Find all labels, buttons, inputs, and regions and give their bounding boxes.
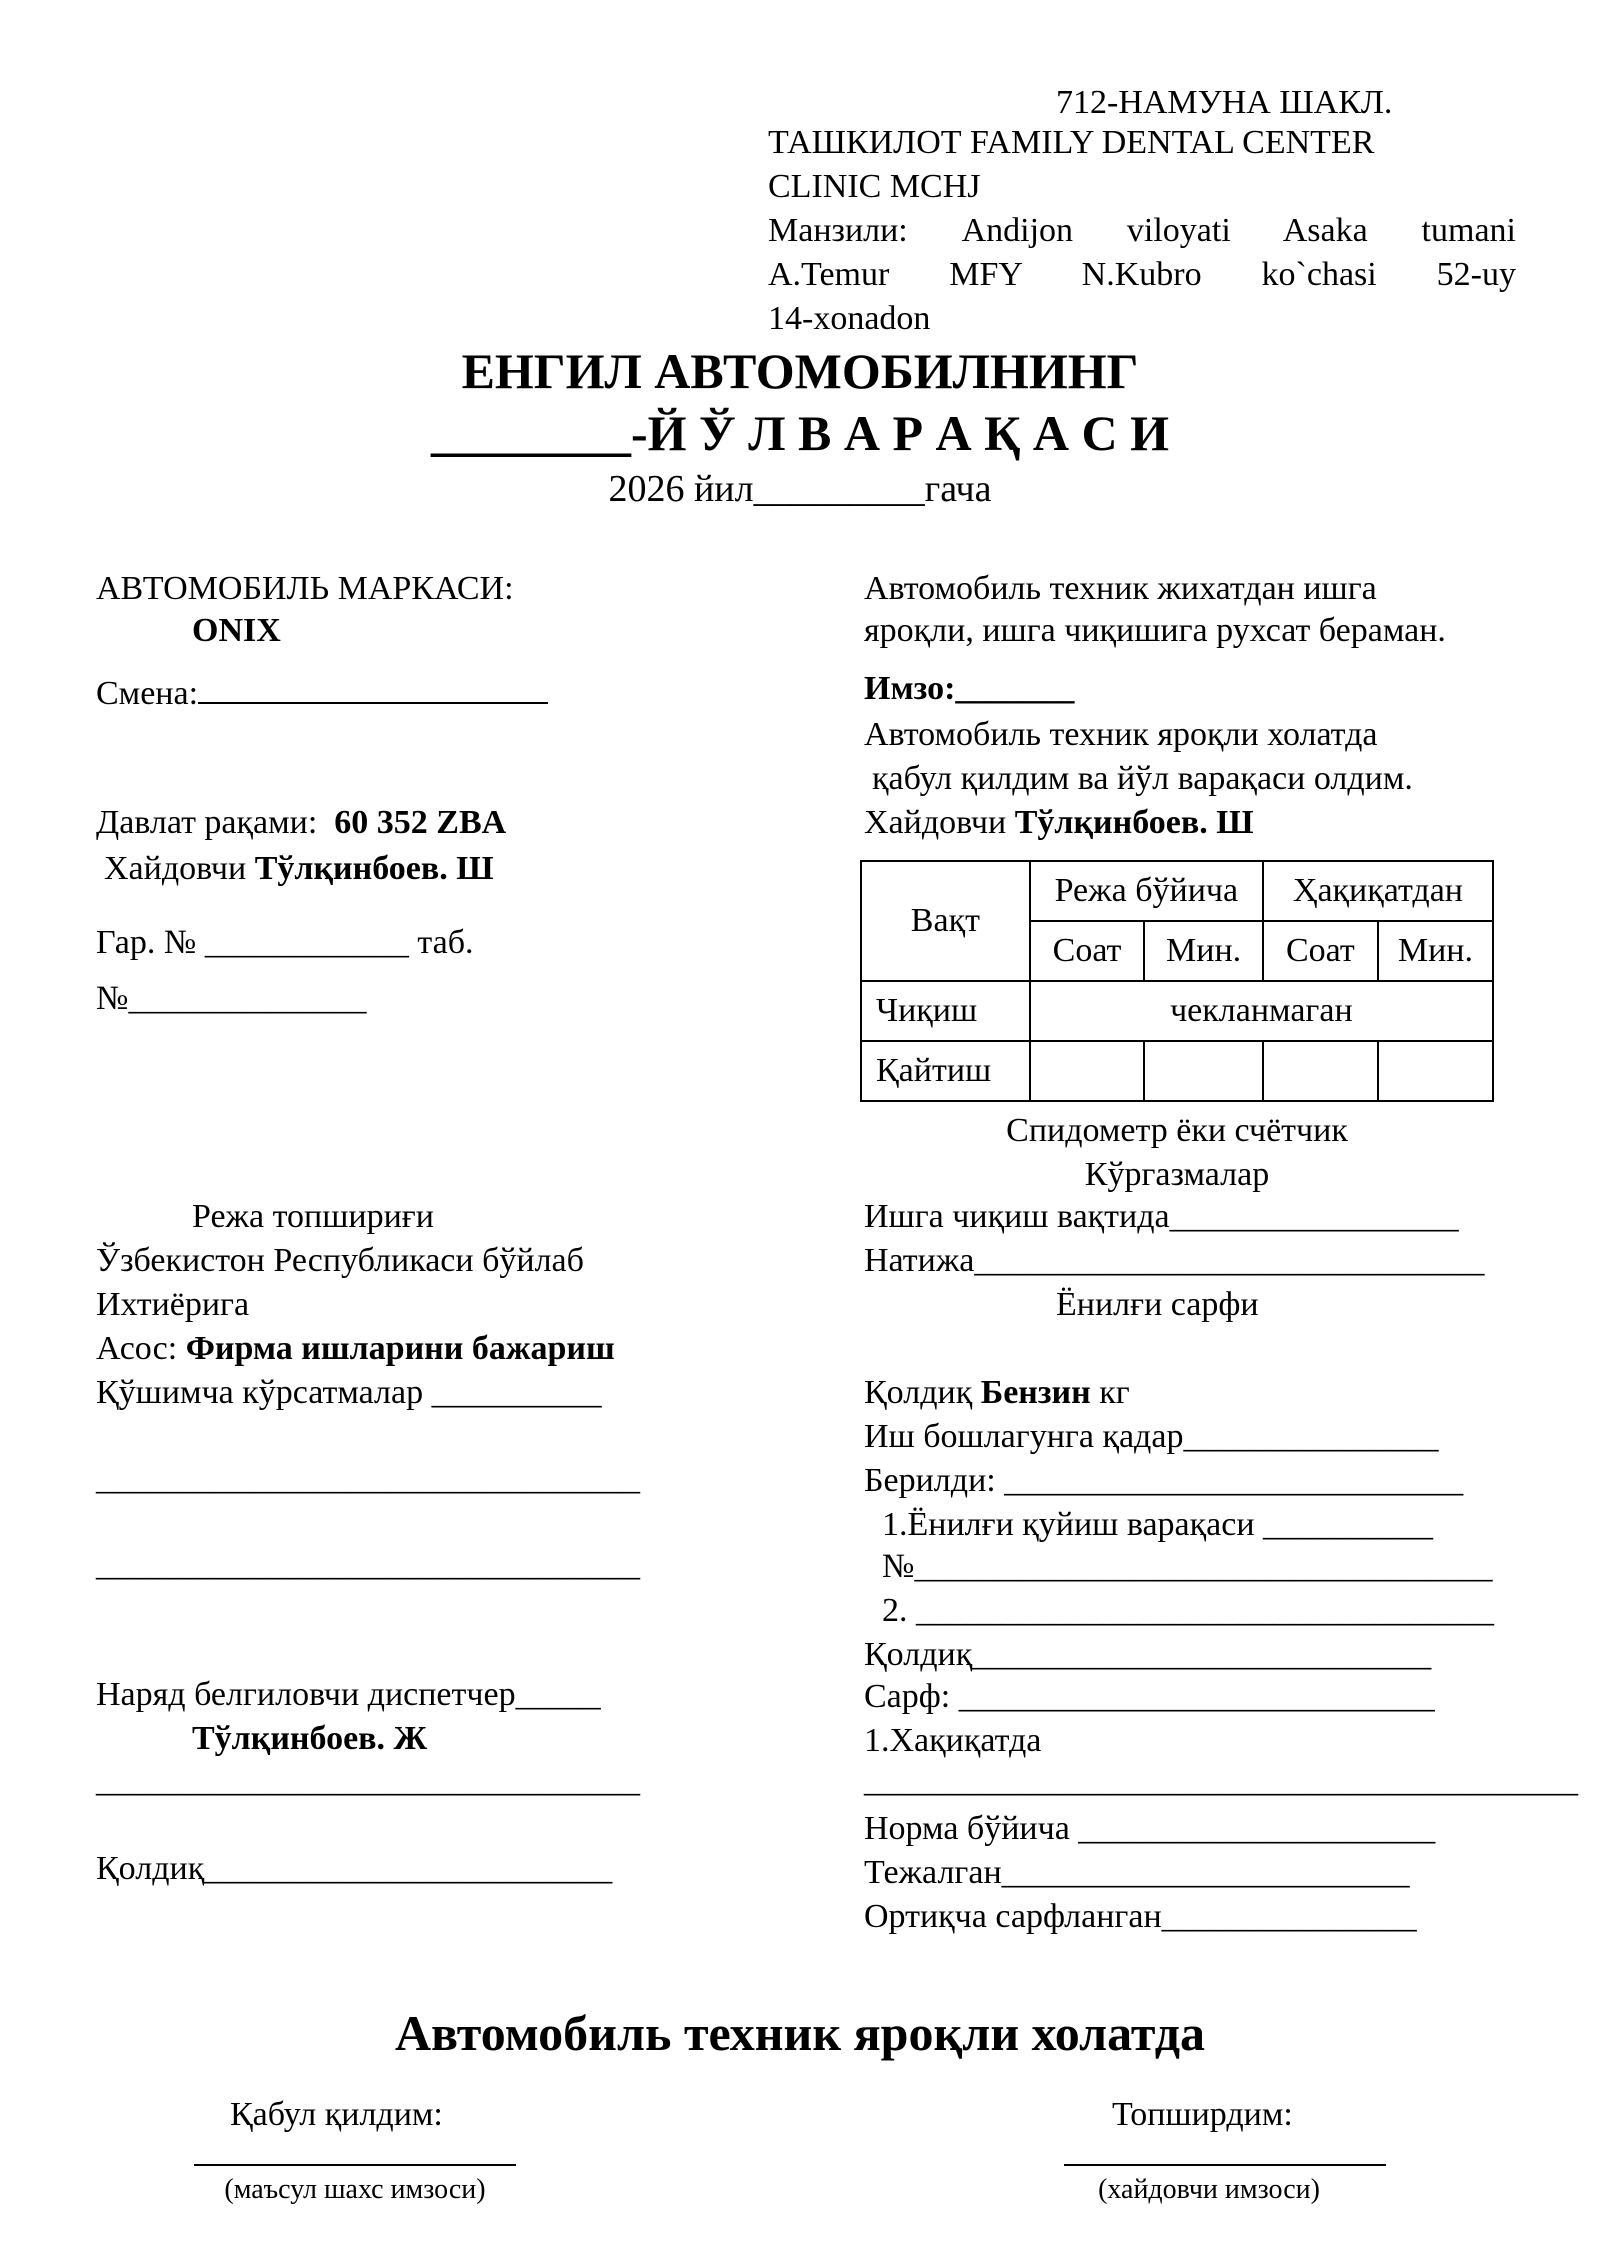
fuel-coupon-number: №__________________________________: [882, 1548, 1493, 1585]
form-code: 712-НАМУНА ШАКЛ.: [1056, 84, 1393, 121]
dispatcher-name: Тўлқинбоев. Ж: [192, 1720, 428, 1757]
dispatcher-sign-line: ________________________________: [96, 1762, 640, 1799]
organization-name: ТАШКИЛОТ FAMILY DENTAL CENTER: [768, 124, 1375, 161]
return-plan-min[interactable]: [1144, 1041, 1263, 1101]
date-prefix: 2026 йил: [608, 468, 754, 510]
return-fact-min[interactable]: [1378, 1041, 1493, 1101]
car-brand-value: ONIX: [192, 612, 281, 649]
extra-instructions-line-1: ________________________________: [96, 1460, 640, 1497]
fuel-spent: Сарф: ____________________________: [864, 1678, 1435, 1715]
permit-text-2: яроқли, ишга чиқишига рухсат бераман.: [864, 612, 1446, 649]
return-row-label: Қайтиш: [861, 1041, 1030, 1101]
document-subtitle: [0, 405, 1600, 461]
readings-title: Кўргазмалар: [1084, 1156, 1270, 1193]
fuel-coupon: 1.Ёнилғи қуйиш варақаси __________: [882, 1506, 1434, 1543]
signature-field: [864, 672, 1074, 706]
waybill-title: -Й Ў Л В А Р А Қ А С И: [631, 405, 1169, 461]
fact-header: Ҳақиқатдан: [1263, 861, 1493, 921]
handed-label: Топширдим:: [1112, 2096, 1293, 2133]
fuel-remainder: [864, 1376, 1130, 1410]
shift-label: Смена:: [96, 675, 199, 712]
tab-label: таб.: [417, 924, 474, 961]
garage-label: Гар. №: [96, 924, 197, 961]
number-blank: ________: [431, 405, 632, 461]
extra-instructions-label: Қўшимча кўрсатмалар: [96, 1374, 424, 1411]
fuel-unit: кг: [1099, 1374, 1130, 1411]
plate-label: Давлат рақами:: [96, 804, 318, 841]
fuel-type: Бензин: [980, 1374, 1091, 1411]
driver-name: Тўлқинбоев. Ш: [254, 850, 494, 887]
fuel-saved: Тежалган________________________: [864, 1854, 1410, 1891]
car-brand-label: АВТОМОБИЛЬ МАРКАСИ:: [96, 570, 514, 607]
date-suffix: гача: [924, 468, 992, 510]
result-reading: Натижа______________________________: [864, 1242, 1485, 1279]
validity-date: [0, 470, 1600, 508]
fuel-item-2: 2. __________________________________: [882, 1592, 1494, 1629]
return-fact-hour[interactable]: [1263, 1041, 1378, 1101]
address-line-1: Манзили: Andijon viloyati Asaka tumani: [768, 212, 1516, 249]
departure-value: чекланмаган: [1030, 981, 1493, 1041]
return-plan-hour[interactable]: [1030, 1041, 1145, 1101]
speedometer-title: Спидометр ёки счётчик: [1006, 1112, 1348, 1149]
fuel-remainder-label: Қолдиқ: [864, 1374, 973, 1411]
permit-text-1: Автомобиль техник жихатдан ишга: [864, 570, 1377, 607]
footer-title: Автомобиль техник яроқли холатда: [394, 2005, 1206, 2061]
extra-instructions-line-2: ________________________________: [96, 1546, 640, 1583]
dispatcher-field: [96, 1678, 601, 1712]
driver-label: Хайдовчи: [864, 804, 1007, 841]
fuel-consumption-title: Ёнилғи сарфи: [1056, 1286, 1259, 1323]
fuel-overspent: Ортиқча сарфланган_______________: [864, 1898, 1417, 1935]
received-signature-caption: (маъсул шахс имзоси): [224, 2174, 486, 2205]
driver-name: Тўлқинбоев. Ш: [1014, 804, 1254, 841]
acceptance-text-1: Автомобиль техник яроқли холатда: [864, 716, 1378, 753]
plan-route: Ўзбекистон Республикаси бўйлаб: [96, 1242, 584, 1279]
fuel-given: Берилди: ___________________________: [864, 1462, 1464, 1499]
fuel-rest: Қолдиқ___________________________: [864, 1636, 1432, 1673]
fact-min-header: Мин.: [1378, 921, 1493, 981]
document-title: ЕНГИЛ АВТОМОБИЛНИНГ: [461, 343, 1139, 399]
signature-blank: :_______: [944, 670, 1075, 707]
extra-instructions-blank: __________: [431, 1374, 602, 1411]
extra-instructions-field: [96, 1376, 602, 1410]
address-line-2: A.Temur MFY N.Kubro ko`chasi 52-uy: [768, 256, 1516, 293]
basis-value: Фирма ишларини бажариш: [185, 1330, 615, 1367]
shift-blank[interactable]: [198, 672, 548, 704]
driver-field-left: [104, 852, 494, 886]
acceptance-text-2: қабул қилдим ва йўл варақаси олдим.: [872, 760, 1413, 797]
fuel-actual: 1.Хақиқатда: [864, 1722, 1042, 1759]
plate-value: 60 352 ZBA: [334, 804, 507, 841]
garage-blank: ____________: [204, 924, 409, 961]
remainder-field: [96, 1852, 612, 1886]
address-line-3: 14-xonadon: [768, 300, 931, 337]
handed-signature-caption: (хайдовчи имзоси): [1098, 2174, 1320, 2205]
basis-field: [96, 1332, 615, 1366]
departure-row-label: Чиқиш: [861, 981, 1030, 1041]
fuel-actual-line: __________________________________________: [864, 1762, 1578, 1799]
signature-label: Имзо: [864, 670, 945, 707]
plan-destination: Ихтиёрига: [96, 1286, 250, 1323]
handed-signature-line[interactable]: [1064, 2164, 1386, 2166]
plate-field: [96, 806, 506, 840]
tab-number-blank: №______________: [96, 980, 367, 1017]
fact-hour-header: Соат: [1263, 921, 1378, 981]
driver-label: Хайдовчи: [104, 850, 247, 887]
received-label: Қабул қилдим:: [230, 2096, 443, 2133]
organization-name-cont: CLINIC MCHJ: [768, 168, 981, 205]
time-table: [860, 860, 1494, 1102]
plan-hour-header: Соат: [1030, 921, 1145, 981]
received-signature-line[interactable]: [194, 2164, 516, 2166]
shift-field: [96, 672, 548, 711]
before-work-fuel: Иш бошлагунга қадар_______________: [864, 1418, 1439, 1455]
basis-label: Асос:: [96, 1330, 178, 1367]
time-header: Вақт: [861, 861, 1030, 981]
remainder-label: Қолдиқ: [96, 1850, 205, 1887]
dispatcher-blank: _____: [515, 1676, 601, 1713]
dispatcher-label: Наряд белгиловчи диспетчер: [96, 1676, 516, 1713]
date-blank: _________: [753, 468, 925, 510]
departure-reading: Ишга чиқиш вақтида_________________: [864, 1198, 1459, 1235]
remainder-blank: ________________________: [204, 1850, 613, 1887]
garage-number-field: [96, 926, 474, 960]
driver-field-right: [864, 806, 1254, 840]
plan-header: Режа бўйича: [1030, 861, 1263, 921]
fuel-norm: Норма бўйича _____________________: [864, 1810, 1436, 1847]
plan-task-title: Режа топшириғи: [192, 1198, 434, 1235]
plan-min-header: Мин.: [1144, 921, 1263, 981]
